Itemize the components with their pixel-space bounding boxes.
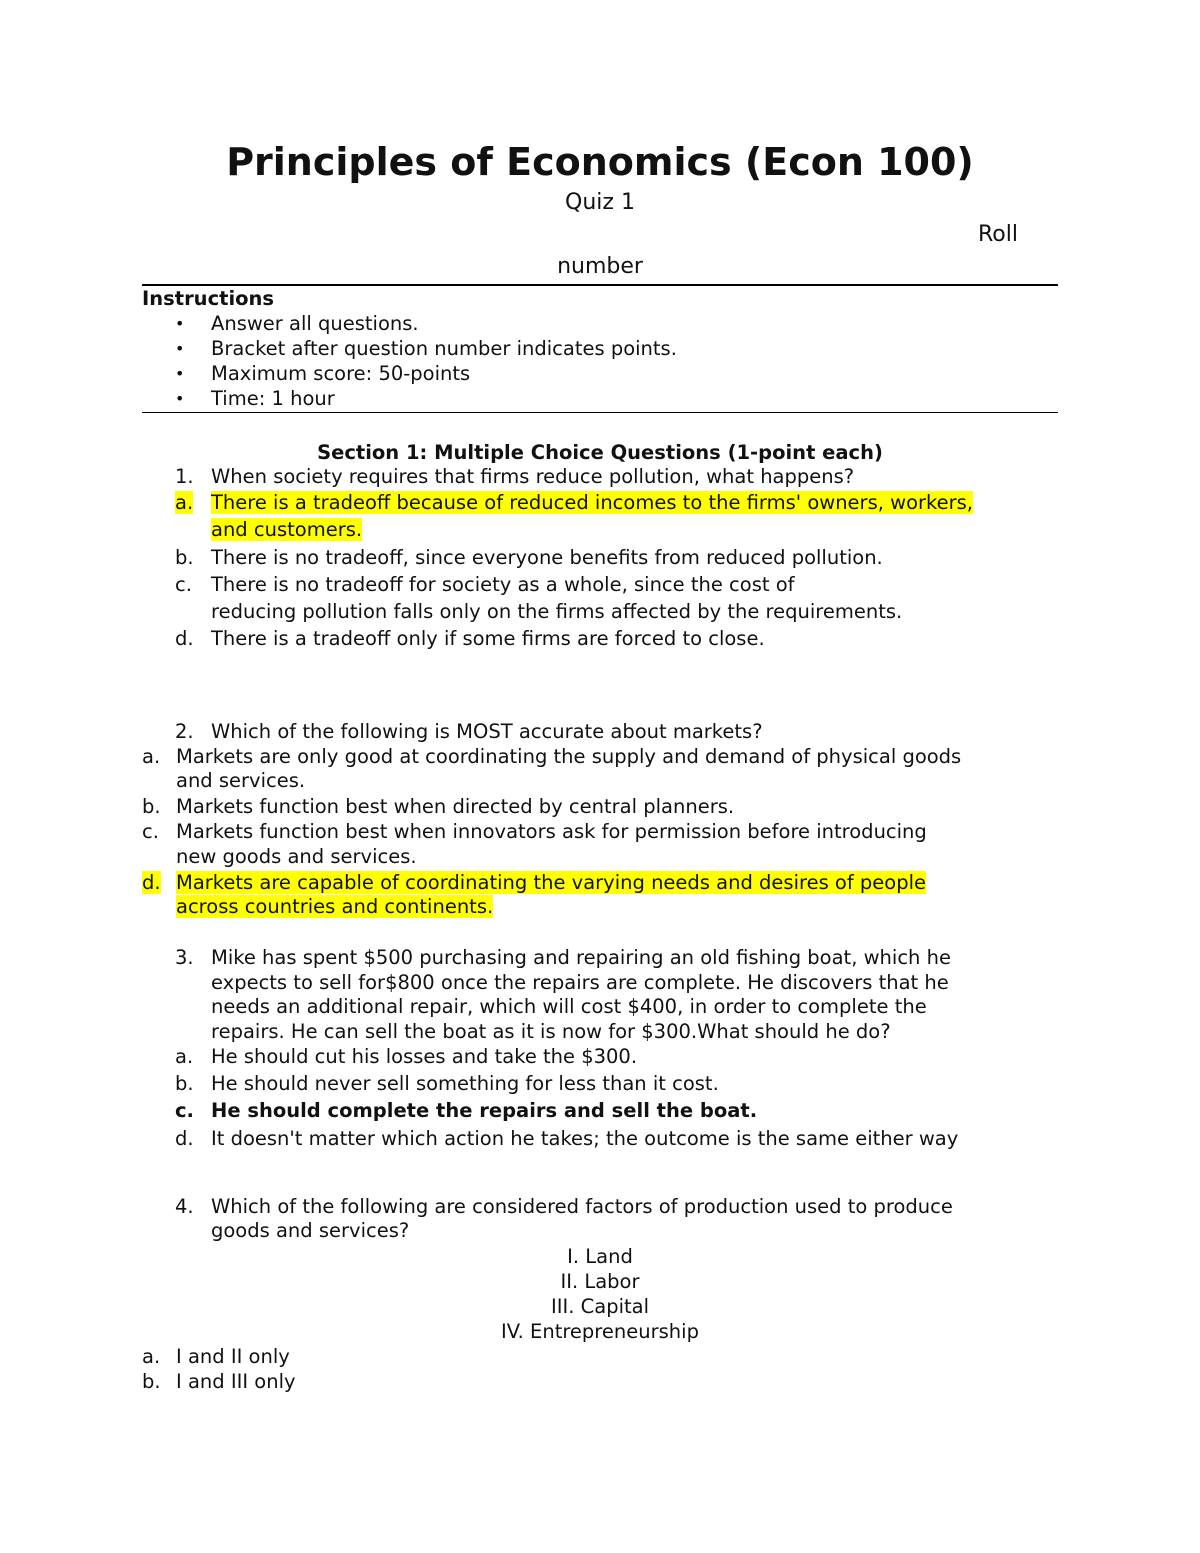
option-line: It doesn't matter which action he takes; the outcome is the same either way bbox=[211, 1127, 959, 1150]
option-letter: b. bbox=[175, 546, 194, 569]
header-rule bbox=[142, 284, 1058, 286]
option-letter: d. bbox=[142, 871, 161, 894]
option-line: Markets are only good at coordinating the supply and demand of physical goods bbox=[176, 745, 962, 768]
option-line: He should never sell something for less than it cost. bbox=[211, 1072, 719, 1095]
question-number: 4. bbox=[175, 1195, 194, 1218]
option-letter: a. bbox=[142, 1345, 161, 1368]
option-letter: d. bbox=[175, 1127, 194, 1150]
option-line: new goods and services. bbox=[176, 845, 417, 868]
instruction-item: Maximum score: 50-points bbox=[211, 362, 471, 385]
option-letter: d. bbox=[175, 627, 194, 650]
option-letter: a. bbox=[175, 491, 194, 514]
question-text: When society requires that firms reduce pollution, what happens? bbox=[211, 465, 855, 488]
question-text-line: Mike has spent $500 purchasing and repairing an old fishing boat, which he bbox=[211, 946, 951, 969]
bullet-icon: • bbox=[175, 364, 185, 383]
section-title: Section 1: Multiple Choice Questions (1-point each) bbox=[317, 441, 883, 464]
option-letter: b. bbox=[142, 1370, 161, 1393]
option-line: There is a tradeoff only if some firms are forced to close. bbox=[211, 627, 765, 650]
question-text-line: expects to sell for$800 once the repairs are complete. He discovers that he bbox=[211, 971, 949, 994]
option-line: Markets function best when directed by central planners. bbox=[176, 795, 735, 818]
question-number: 3. bbox=[175, 946, 194, 969]
question-text-line: goods and services? bbox=[211, 1219, 410, 1242]
option-line: There is no tradeoff for society as a whole, since the cost of bbox=[211, 573, 795, 596]
instructions-rule bbox=[142, 412, 1058, 413]
instruction-item: Time: 1 hour bbox=[211, 387, 335, 410]
option-line: Markets function best when innovators ask for permission before introducing bbox=[176, 820, 927, 843]
answer-option-line: He should complete the repairs and sell the boat. bbox=[211, 1099, 758, 1122]
option-line: He should cut his losses and take the $300. bbox=[211, 1045, 638, 1068]
question-text-line: Which of the following are considered factors of production used to produce bbox=[211, 1195, 953, 1218]
quiz-subtitle: Quiz 1 bbox=[565, 190, 635, 215]
option-letter: c. bbox=[142, 820, 159, 843]
instruction-item: Answer all questions. bbox=[211, 312, 419, 335]
option-letter: b. bbox=[142, 795, 161, 818]
instruction-item: Bracket after question number indicates points. bbox=[211, 337, 677, 360]
roll-label: Roll bbox=[978, 222, 1018, 247]
question-text-line: needs an additional repair, which will cost $400, in order to complete the bbox=[211, 995, 927, 1018]
factor-item: I. Land bbox=[567, 1245, 633, 1268]
option-letter: c. bbox=[175, 1099, 194, 1122]
bullet-icon: • bbox=[175, 314, 185, 333]
bullet-icon: • bbox=[175, 339, 185, 358]
option-letter: a. bbox=[175, 1045, 194, 1068]
question-number: 2. bbox=[175, 720, 194, 743]
option-line: and services. bbox=[176, 769, 306, 792]
factor-item: III. Capital bbox=[550, 1295, 650, 1318]
option-letter: a. bbox=[142, 745, 161, 768]
option-line: reducing pollution falls only on the firms affected by the requirements. bbox=[211, 600, 903, 623]
answer-option-line: and customers. bbox=[211, 518, 363, 541]
question-text: Which of the following is MOST accurate about markets? bbox=[211, 720, 763, 743]
option-line: There is no tradeoff, since everyone benefits from reduced pollution. bbox=[211, 546, 883, 569]
instructions-heading: Instructions bbox=[142, 287, 275, 310]
answer-option-line: across countries and continents. bbox=[176, 895, 494, 918]
option-letter: c. bbox=[175, 573, 192, 596]
option-line: I and III only bbox=[176, 1370, 296, 1393]
factor-item: II. Labor bbox=[560, 1270, 640, 1293]
answer-option-line: There is a tradeoff because of reduced incomes to the firms' owners, workers, bbox=[211, 491, 973, 514]
question-number: 1. bbox=[175, 465, 194, 488]
factor-item: IV. Entrepreneurship bbox=[501, 1320, 699, 1343]
bullet-icon: • bbox=[175, 389, 185, 408]
document-title: Principles of Economics (Econ 100) bbox=[226, 140, 974, 184]
number-label: number bbox=[557, 254, 643, 279]
option-line: I and II only bbox=[176, 1345, 290, 1368]
answer-option-line: Markets are capable of coordinating the varying needs and desires of people bbox=[176, 871, 927, 894]
question-text-line: repairs. He can sell the boat as it is now for $300.What should he do? bbox=[211, 1020, 891, 1043]
option-letter: b. bbox=[175, 1072, 194, 1095]
